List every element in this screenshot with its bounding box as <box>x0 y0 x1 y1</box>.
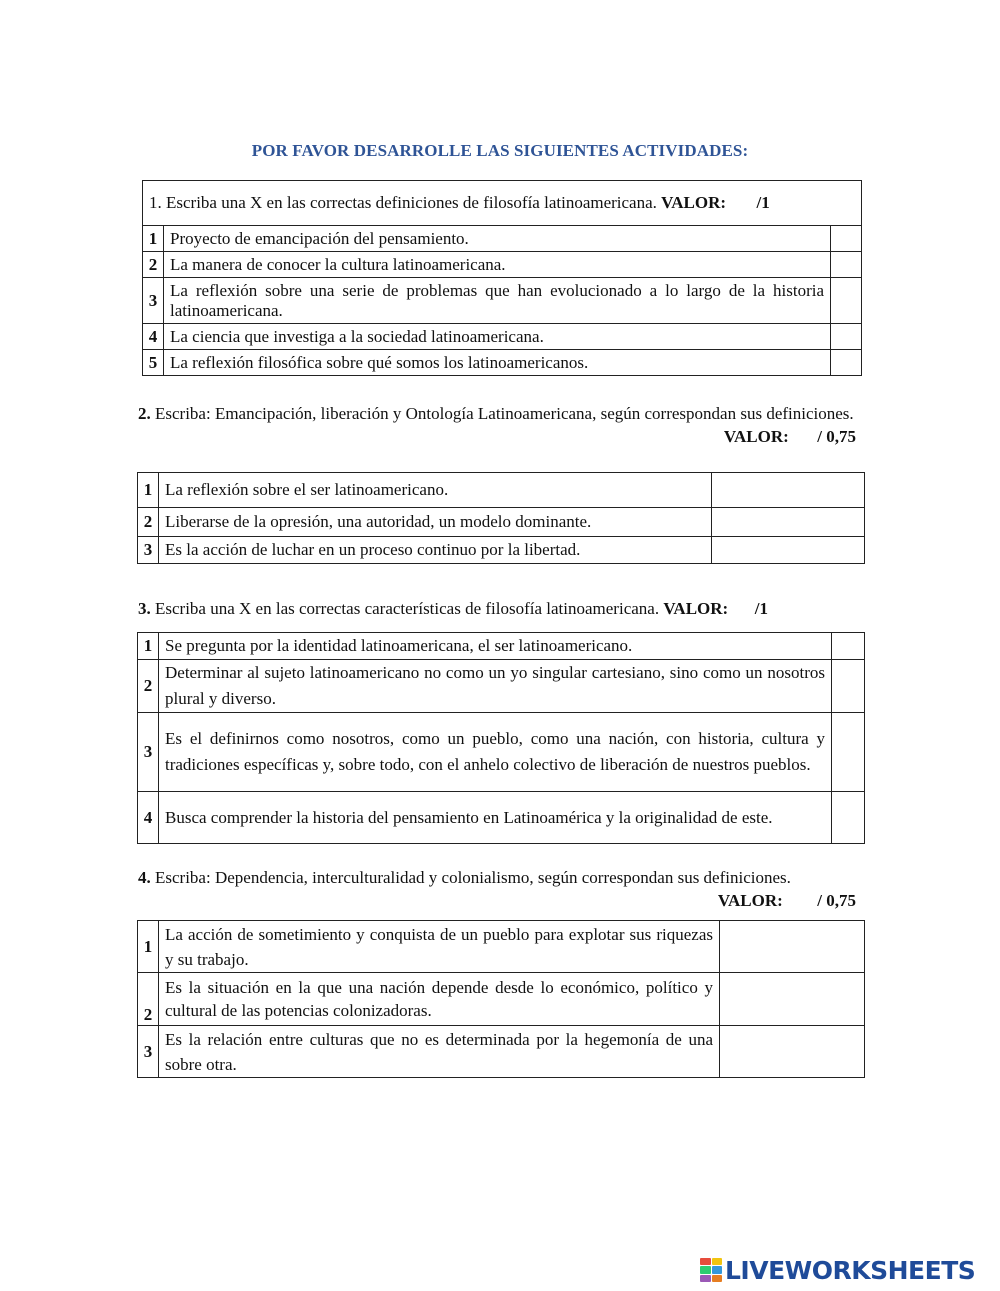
q2-valor-label: VALOR: <box>723 427 789 446</box>
q3-instructions <box>138 597 856 620</box>
row-number: 2 <box>138 973 159 1026</box>
answer-cell[interactable] <box>832 633 865 660</box>
answer-cell[interactable] <box>712 473 865 508</box>
answer-cell[interactable] <box>720 973 865 1026</box>
row-number: 3 <box>138 713 159 792</box>
answer-cell[interactable] <box>720 1026 865 1078</box>
q2-text: Escriba: Emancipación, liberación y Ontología Latinoamericana, según correspondan sus definiciones. <box>155 404 854 423</box>
q3-valor-label: VALOR: <box>663 599 729 618</box>
row-text: La acción de sometimiento y conquista de un pueblo para explotar sus riquezas y su trabajo. <box>159 921 720 973</box>
q1-header-row <box>143 181 862 226</box>
q1-valor-value: /1 <box>756 193 770 212</box>
row-number: 1 <box>138 921 159 973</box>
answer-cell[interactable] <box>831 324 862 350</box>
q1-valor-label: VALOR: <box>661 193 727 212</box>
row-number: 4 <box>143 324 164 350</box>
row-text: La reflexión sobre el ser latinoamericano. <box>159 473 712 508</box>
q1-table <box>142 180 862 376</box>
answer-cell[interactable] <box>712 508 865 537</box>
q3-text: Escriba una X en las correctas características de filosofía latinoamericana. <box>155 599 660 618</box>
row-text: Es la acción de luchar en un proceso continuo por la libertad. <box>159 537 712 564</box>
row-text: Proyecto de emancipación del pensamiento. <box>164 226 831 252</box>
row-text: Se pregunta por la identidad latinoamericana, el ser latinoamericano. <box>159 633 832 660</box>
q4-instructions <box>138 866 856 912</box>
answer-cell[interactable] <box>712 537 865 564</box>
answer-cell[interactable] <box>831 252 862 278</box>
row-text: La reflexión sobre una serie de problemas que han evolucionado a lo largo de la historia latinoamericana. <box>164 278 831 324</box>
row-number: 5 <box>143 350 164 376</box>
q4-number: 4. <box>138 868 151 887</box>
table-row <box>138 713 865 792</box>
table-row <box>138 792 865 844</box>
answer-cell[interactable] <box>720 921 865 973</box>
answer-cell[interactable] <box>831 226 862 252</box>
q3-valor-value: /1 <box>754 599 768 618</box>
table-row <box>138 508 865 537</box>
row-text: Determinar al sujeto latinoamericano no como un yo singular cartesiano, sino como un nosotros plural y diverso. <box>159 660 832 713</box>
table-row <box>138 921 865 973</box>
row-number: 2 <box>138 660 159 713</box>
row-text: Es la situación en la que una nación depende desde lo económico, político y cultural de las potencias colonizadoras. <box>159 973 720 1026</box>
answer-cell[interactable] <box>832 713 865 792</box>
q3-number: 3. <box>138 599 151 618</box>
table-row <box>138 973 865 1026</box>
table-row <box>143 350 862 376</box>
row-number: 3 <box>143 278 164 324</box>
row-text: Liberarse de la opresión, una autoridad, un modelo dominante. <box>159 508 712 537</box>
row-number: 4 <box>138 792 159 844</box>
table-row <box>143 252 862 278</box>
table-row <box>143 226 862 252</box>
answer-cell[interactable] <box>831 350 862 376</box>
row-number: 1 <box>138 473 159 508</box>
row-text: Es el definirnos como nosotros, como un pueblo, como una nación, con historia, cultura y tradiciones específicas y, sobre todo, con el anhelo colectivo de liberación de nuestros pueblos. <box>159 713 832 792</box>
logo-text: LIVEWORKSHEETS <box>725 1255 976 1285</box>
q2-number: 2. <box>138 404 151 423</box>
table-row <box>138 473 865 508</box>
q4-valor-label: VALOR: <box>717 891 783 910</box>
q4-valor-value: / 0,75 <box>817 891 856 910</box>
row-number: 1 <box>138 633 159 660</box>
answer-cell[interactable] <box>831 278 862 324</box>
row-number: 2 <box>143 252 164 278</box>
answer-cell[interactable] <box>832 660 865 713</box>
table-row <box>138 660 865 713</box>
table-row <box>138 633 865 660</box>
table-row <box>143 324 862 350</box>
row-number: 1 <box>143 226 164 252</box>
q4-text: Escriba: Dependencia, interculturalidad y colonialismo, según correspondan sus definiciones. <box>155 868 791 887</box>
q2-valor-value: / 0,75 <box>817 427 856 446</box>
row-text: Es la relación entre culturas que no es determinada por la hegemonía de una sobre otra. <box>159 1026 720 1078</box>
table-row <box>143 278 862 324</box>
q3-table <box>137 632 865 844</box>
row-text: La reflexión filosófica sobre qué somos los latinoamericanos. <box>164 350 831 376</box>
row-number: 2 <box>138 508 159 537</box>
q2-instructions <box>138 402 856 448</box>
table-row <box>138 1026 865 1078</box>
answer-cell[interactable] <box>832 792 865 844</box>
row-text: La ciencia que investiga a la sociedad latinoamericana. <box>164 324 831 350</box>
row-text: La manera de conocer la cultura latinoamericana. <box>164 252 831 278</box>
row-number: 3 <box>138 1026 159 1078</box>
table-row <box>138 537 865 564</box>
row-text: Busca comprender la historia del pensamiento en Latinoamérica y la originalidad de este. <box>159 792 832 844</box>
page-title: POR FAVOR DESARROLLE LAS SIGUIENTES ACTIVIDADES: <box>251 141 749 160</box>
liveworksheets-logo[interactable] <box>700 1255 975 1285</box>
logo-icon <box>700 1258 722 1282</box>
q2-table <box>137 472 865 564</box>
row-number: 3 <box>138 537 159 564</box>
q4-table <box>137 920 865 1078</box>
q1-header-text: 1. Escriba una X en las correctas definiciones de filosofía latinoamericana. <box>149 193 657 212</box>
